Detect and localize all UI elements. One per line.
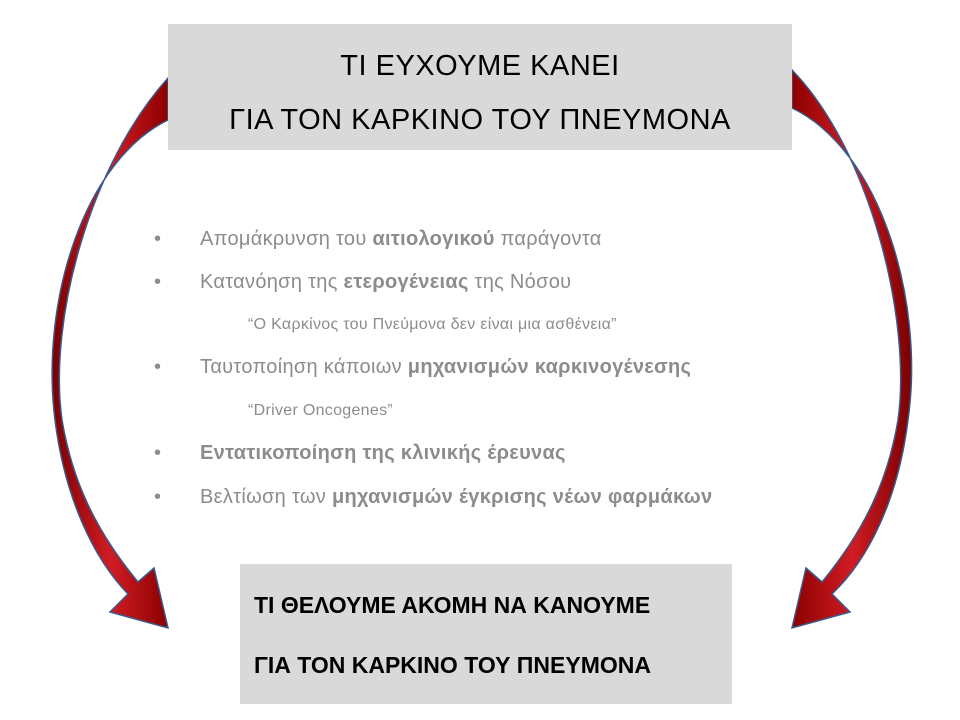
bullet-dot: • [154,442,162,464]
item-text: Απομάκρυνση του [200,228,373,250]
item-text: Κατανόηση της [200,271,344,293]
item-emphasis: Εντατικοποίηση της κλινικής έρευνας [200,442,566,464]
list-item [154,486,713,509]
item-text: Βελτίωση των [200,486,332,508]
item-emphasis: μηχανισμών έγκρισης νέων φαρμάκων [331,486,713,508]
sub-item: “Driver Oncogenes” [248,402,394,419]
bottom-title-line2: ΓΙΑ ΤΟΝ ΚΑΡΚΙΝΟ ΤΟΥ ΠΝΕΥΜΟΝΑ [254,652,651,678]
bottom-title-box [240,564,732,704]
top-title-line1: ΤΙ ΕΥΧΟΥΜΕ ΚΑΝΕΙ [340,50,620,82]
item-text: Ταυτοποίηση κάποιων [200,356,408,378]
list-item [154,442,566,465]
top-title-line2: ΓΙΑ ΤΟΝ ΚΑΡΚΙΝΟ ΤΟΥ ΠΝΕΥΜΟΝΑ [229,104,731,136]
bullet-dot: • [154,486,162,508]
left-curved-arrow [52,78,168,628]
list-item [154,356,692,379]
item-emphasis: αιτιολογικού [372,228,495,250]
right-curved-arrow [792,70,912,628]
item-text: της Νόσου [468,271,572,293]
item-emphasis: ετερογένειας [343,271,469,293]
item-text: παράγοντα [494,228,602,250]
bullet-dot: • [154,228,162,250]
list-item [154,271,572,294]
bullet-dot: • [154,356,162,378]
list-item [154,228,602,251]
sub-item: “Ο Καρκίνος του Πνεύμονα δεν είναι μια ασθένεια” [248,316,617,333]
bottom-title-line1: ΤΙ ΘΕΛΟΥΜΕ ΑΚΟΜΗ ΝΑ ΚΑΝΟΥΜΕ [254,592,651,618]
top-title-box [168,24,792,150]
item-emphasis: μηχανισμών καρκινογένεσης [407,356,692,378]
bullet-dot: • [154,271,162,293]
